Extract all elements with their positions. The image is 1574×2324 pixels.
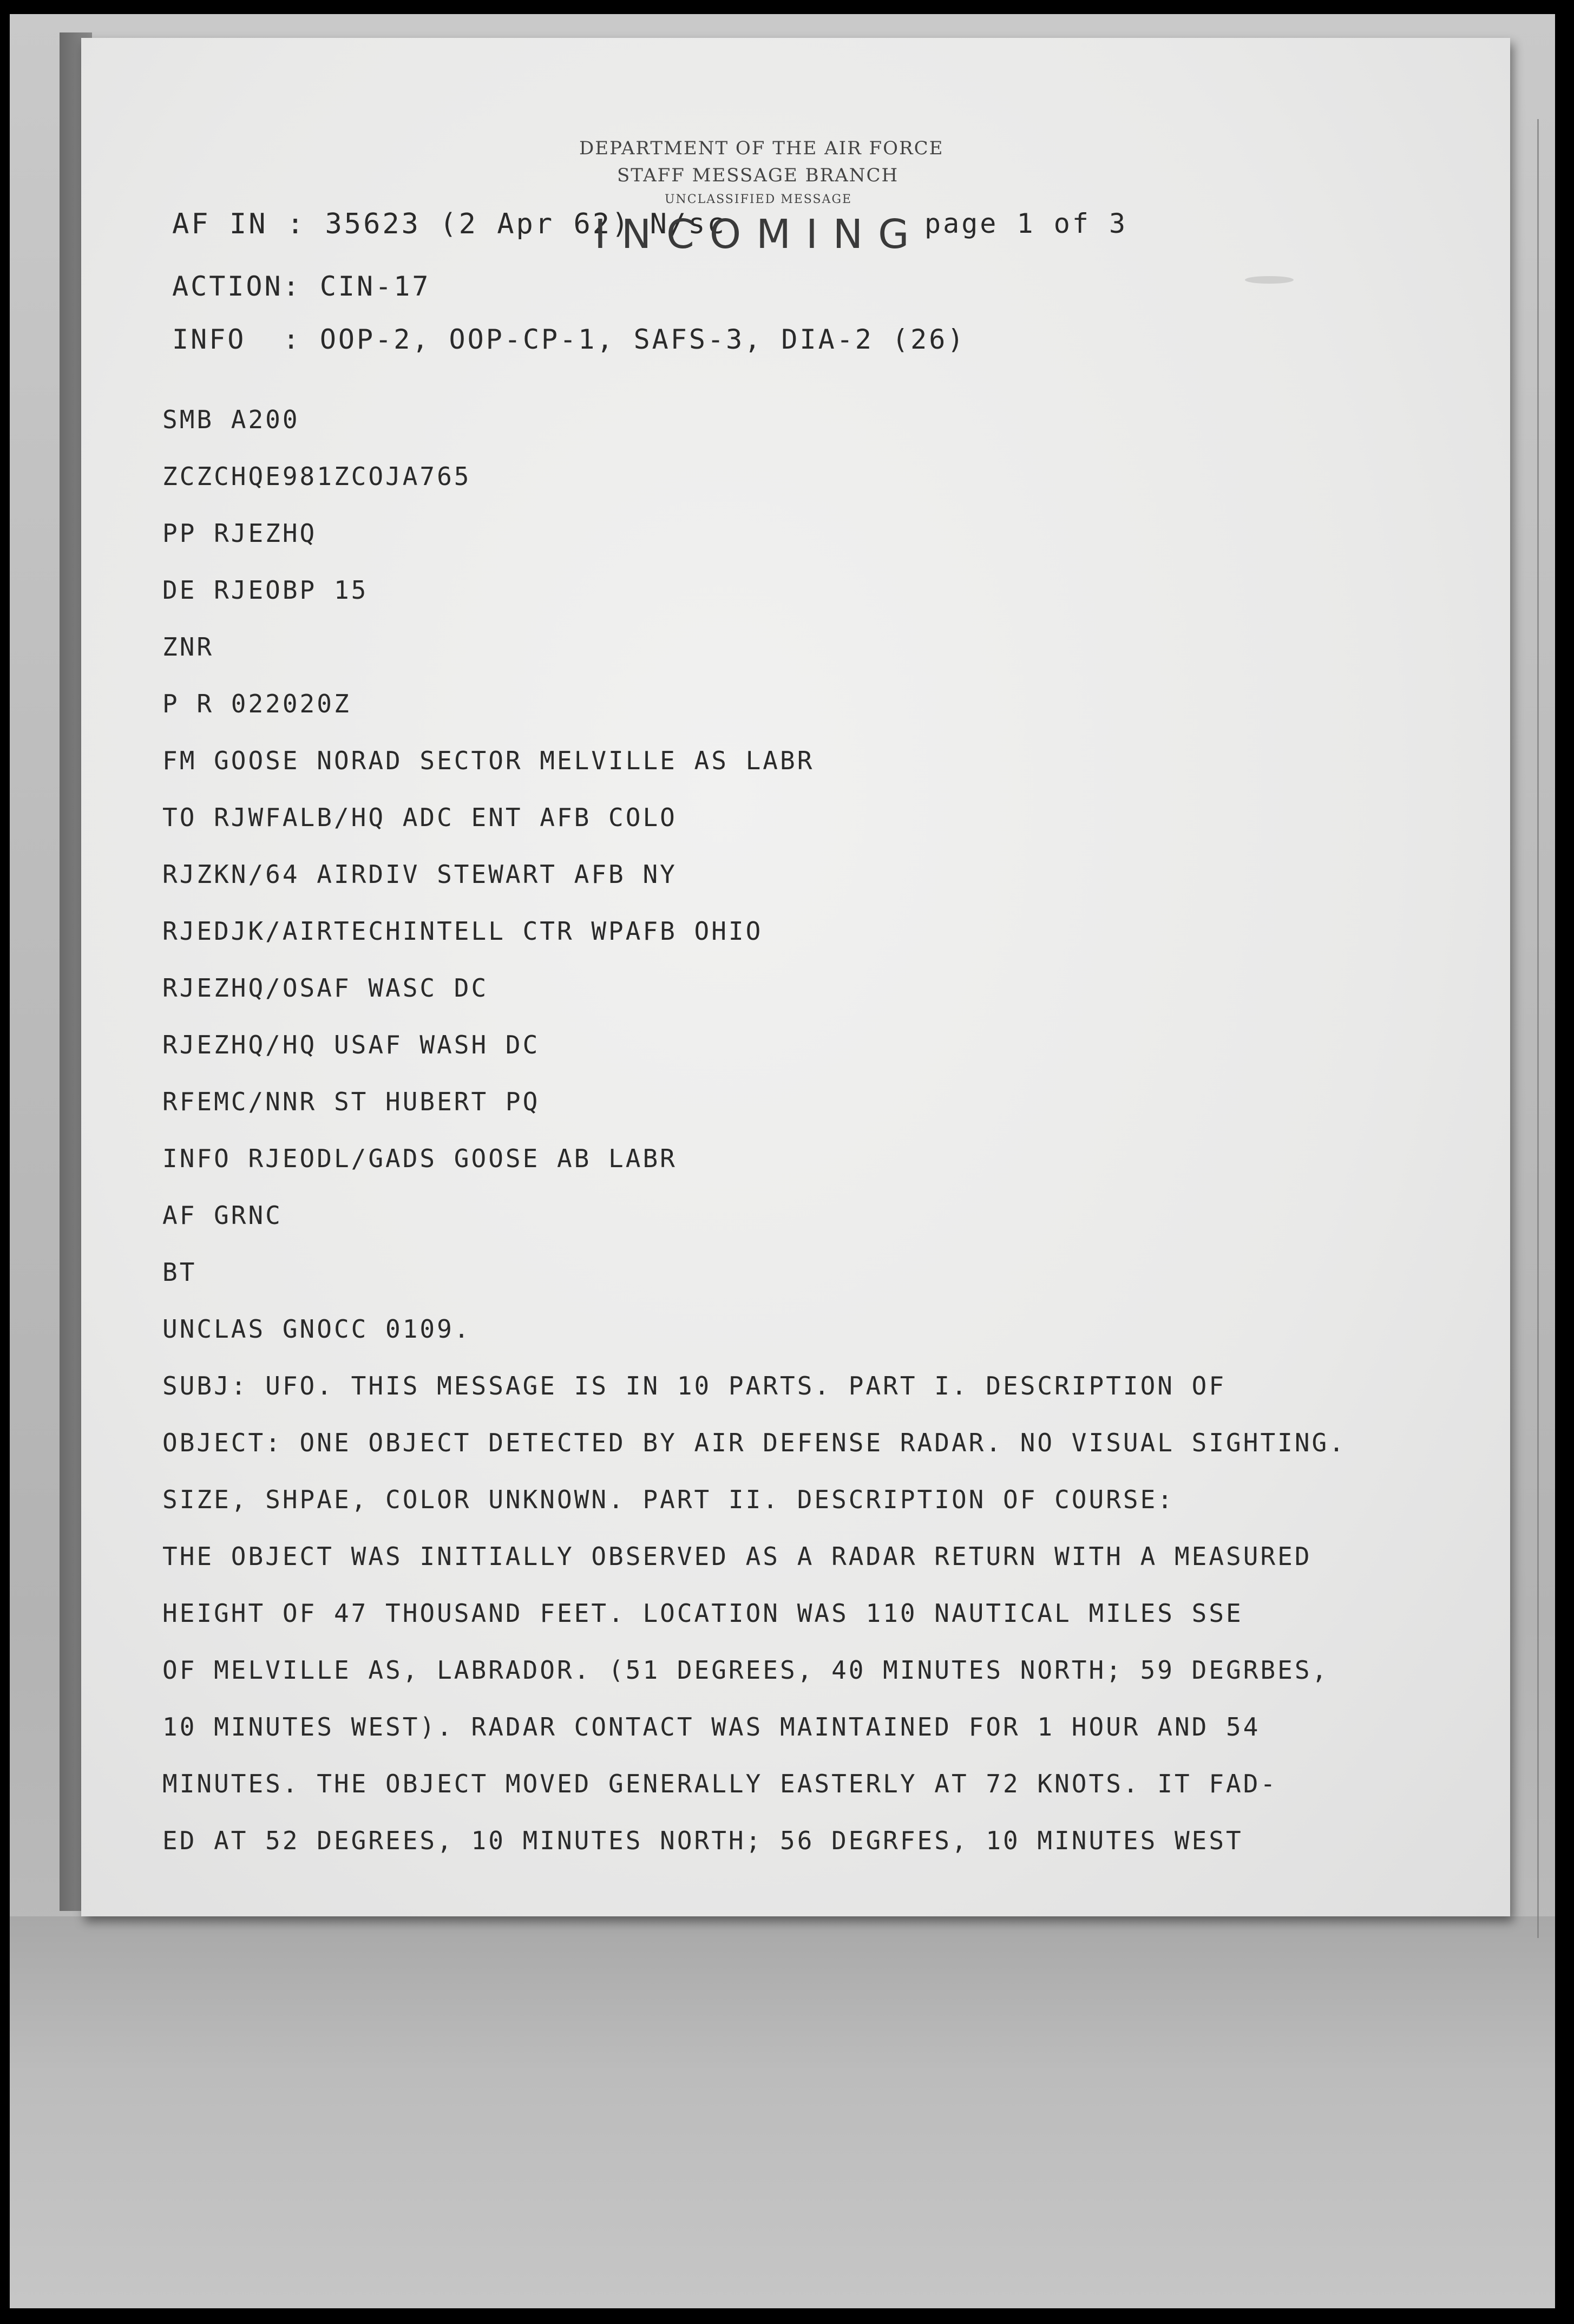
body-line: OBJECT: ONE OBJECT DETECTED BY AIR DEFENSE RADAR. NO VISUAL SIGHTING.	[162, 1428, 1346, 1457]
background-board-lower	[10, 1916, 1555, 2308]
body-line: HEIGHT OF 47 THOUSAND FEET. LOCATION WAS 110 NAUTICAL MILES SSE	[162, 1599, 1243, 1628]
body-line: MINUTES. THE OBJECT MOVED GENERALLY EASTERLY AT 72 KNOTS. IT FAD-	[162, 1769, 1278, 1798]
body-line: UNCLAS GNOCC 0109.	[162, 1314, 471, 1344]
body-line: OF MELVILLE AS, LABRADOR. (51 DEGREES, 40 MINUTES NORTH; 59 DEGRBES,	[162, 1655, 1329, 1685]
body-line: 10 MINUTES WEST). RADAR CONTACT WAS MAINTAINED FOR 1 HOUR AND 54	[162, 1712, 1261, 1742]
body-line: PP RJEZHQ	[162, 519, 317, 548]
right-margin-rule	[1537, 119, 1539, 1938]
body-line: INFO RJEODL/GADS GOOSE AB LABR	[162, 1144, 677, 1173]
ink-smudge	[1245, 276, 1294, 284]
page-number: page 1 of 3	[924, 208, 1128, 239]
header-branch: STAFF MESSAGE BRANCH	[617, 165, 899, 186]
body-line: ZNR	[162, 632, 214, 662]
body-line: DE RJEOBP 15	[162, 575, 369, 605]
body-line: RJZKN/64 AIRDIV STEWART AFB NY	[162, 860, 677, 889]
body-line: FM GOOSE NORAD SECTOR MELVILLE AS LABR	[162, 746, 815, 775]
incoming-stamp: INCOMING	[594, 211, 924, 258]
body-line: SUBJ: UFO. THIS MESSAGE IS IN 10 PARTS. PART I. DESCRIPTION OF	[162, 1371, 1227, 1400]
action-line: ACTION: CIN-17	[172, 271, 431, 302]
body-line: TO RJWFALB/HQ ADC ENT AFB COLO	[162, 803, 677, 832]
header-classification: UNCLASSIFIED MESSAGE	[665, 193, 852, 206]
body-line: SIZE, SHPAE, COLOR UNKNOWN. PART II. DESCRIPTION OF COURSE:	[162, 1485, 1175, 1514]
body-line: RFEMC/NNR ST HUBERT PQ	[162, 1087, 540, 1116]
body-line: RJEZHQ/HQ USAF WASH DC	[162, 1030, 540, 1059]
body-line: ED AT 52 DEGREES, 10 MINUTES NORTH; 56 DEGRFES, 10 MINUTES WEST	[162, 1826, 1243, 1855]
body-line: THE OBJECT WAS INITIALLY OBSERVED AS A RADAR RETURN WITH A MEASURED	[162, 1542, 1312, 1571]
body-line: RJEZHQ/OSAF WASC DC	[162, 973, 489, 1003]
body-line: AF GRNC	[162, 1201, 283, 1230]
body-line: BT	[162, 1258, 197, 1287]
body-line: P R 022020Z	[162, 689, 351, 718]
body-line: SMB A200	[162, 405, 300, 434]
header-department: DEPARTMENT OF THE AIR FORCE	[579, 138, 944, 159]
info-line: INFO : OOP-2, OOP-CP-1, SAFS-3, DIA-2 (26)	[172, 324, 966, 355]
body-line: RJEDJK/AIRTECHINTELL CTR WPAFB OHIO	[162, 916, 763, 946]
af-in-line: AF IN : 35623 (2 Apr 62) N/sc	[172, 208, 726, 240]
body-line: ZCZCHQE981ZCOJA765	[162, 462, 471, 491]
